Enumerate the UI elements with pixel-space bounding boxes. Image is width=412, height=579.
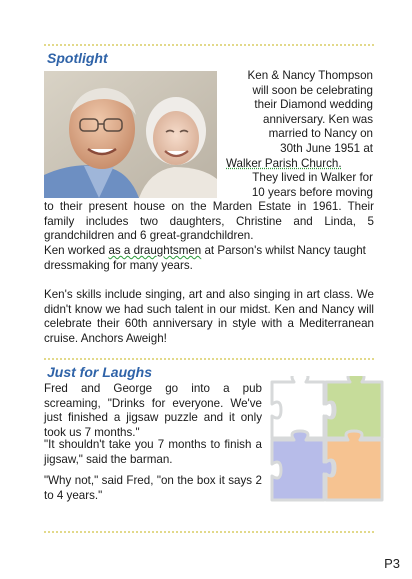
spotlight-paragraph-2 <box>44 244 374 273</box>
para2-text: at Parson's whilst Nancy taught dressmaking for many years. <box>44 244 366 272</box>
church-name: Walker Parish Church. <box>226 156 342 170</box>
page-number: P3 <box>384 556 400 571</box>
text-line: will soon be celebrating <box>252 83 373 97</box>
bottom-divider <box>44 531 374 533</box>
middle-divider <box>44 358 374 360</box>
spotlight-paragraph-3: Ken's skills include singing, art and also singing in art class. We didn't know we had such talent in our midst. Ken and Nancy will celebrate their 60th anniversary in style with a Mediterranean cruise. Anchors Aweigh! <box>44 288 374 345</box>
spotlight-paragraph-1: to their present house on the Marden Estate in 1961. Their family includes two daughters, Christine and Linda, 5 grandchildren and 6 great-grandchildren. <box>44 200 374 243</box>
text-line: their Diamond wedding <box>254 98 373 112</box>
couple-photo <box>44 71 217 198</box>
spotlight-beside-photo <box>226 69 373 200</box>
joke-paragraph-1: Fred and George go into a pub screaming, "Drinks for everyone. We've just finished a jigsaw puzzle and it only took us 7 months." <box>44 382 262 439</box>
spotlight-heading: Spotlight <box>47 50 108 66</box>
text-line <box>226 157 373 172</box>
text-line: Ken & Nancy Thompson <box>247 69 373 82</box>
joke-paragraph-2: "It shouldn't take you 7 months to finish a jigsaw," said the barman. <box>44 438 262 466</box>
grammar-flag: as a draughtsmen <box>108 244 202 257</box>
text-line: married to Nancy on <box>268 127 373 141</box>
joke-paragraph-3: "Why not," said Fred, "on the box it says 2 to 4 years." <box>44 474 262 502</box>
text-line: 30th June 1951 at <box>280 141 373 155</box>
laughs-heading: Just for Laughs <box>47 364 153 380</box>
top-divider <box>44 44 374 46</box>
para2-text: Ken worked <box>44 244 109 257</box>
jigsaw-puzzle-icon <box>268 376 386 506</box>
text-line: anniversary. Ken was <box>263 112 373 126</box>
text-line: 10 years before moving <box>251 185 373 199</box>
text-line: They lived in Walker for <box>252 171 373 185</box>
